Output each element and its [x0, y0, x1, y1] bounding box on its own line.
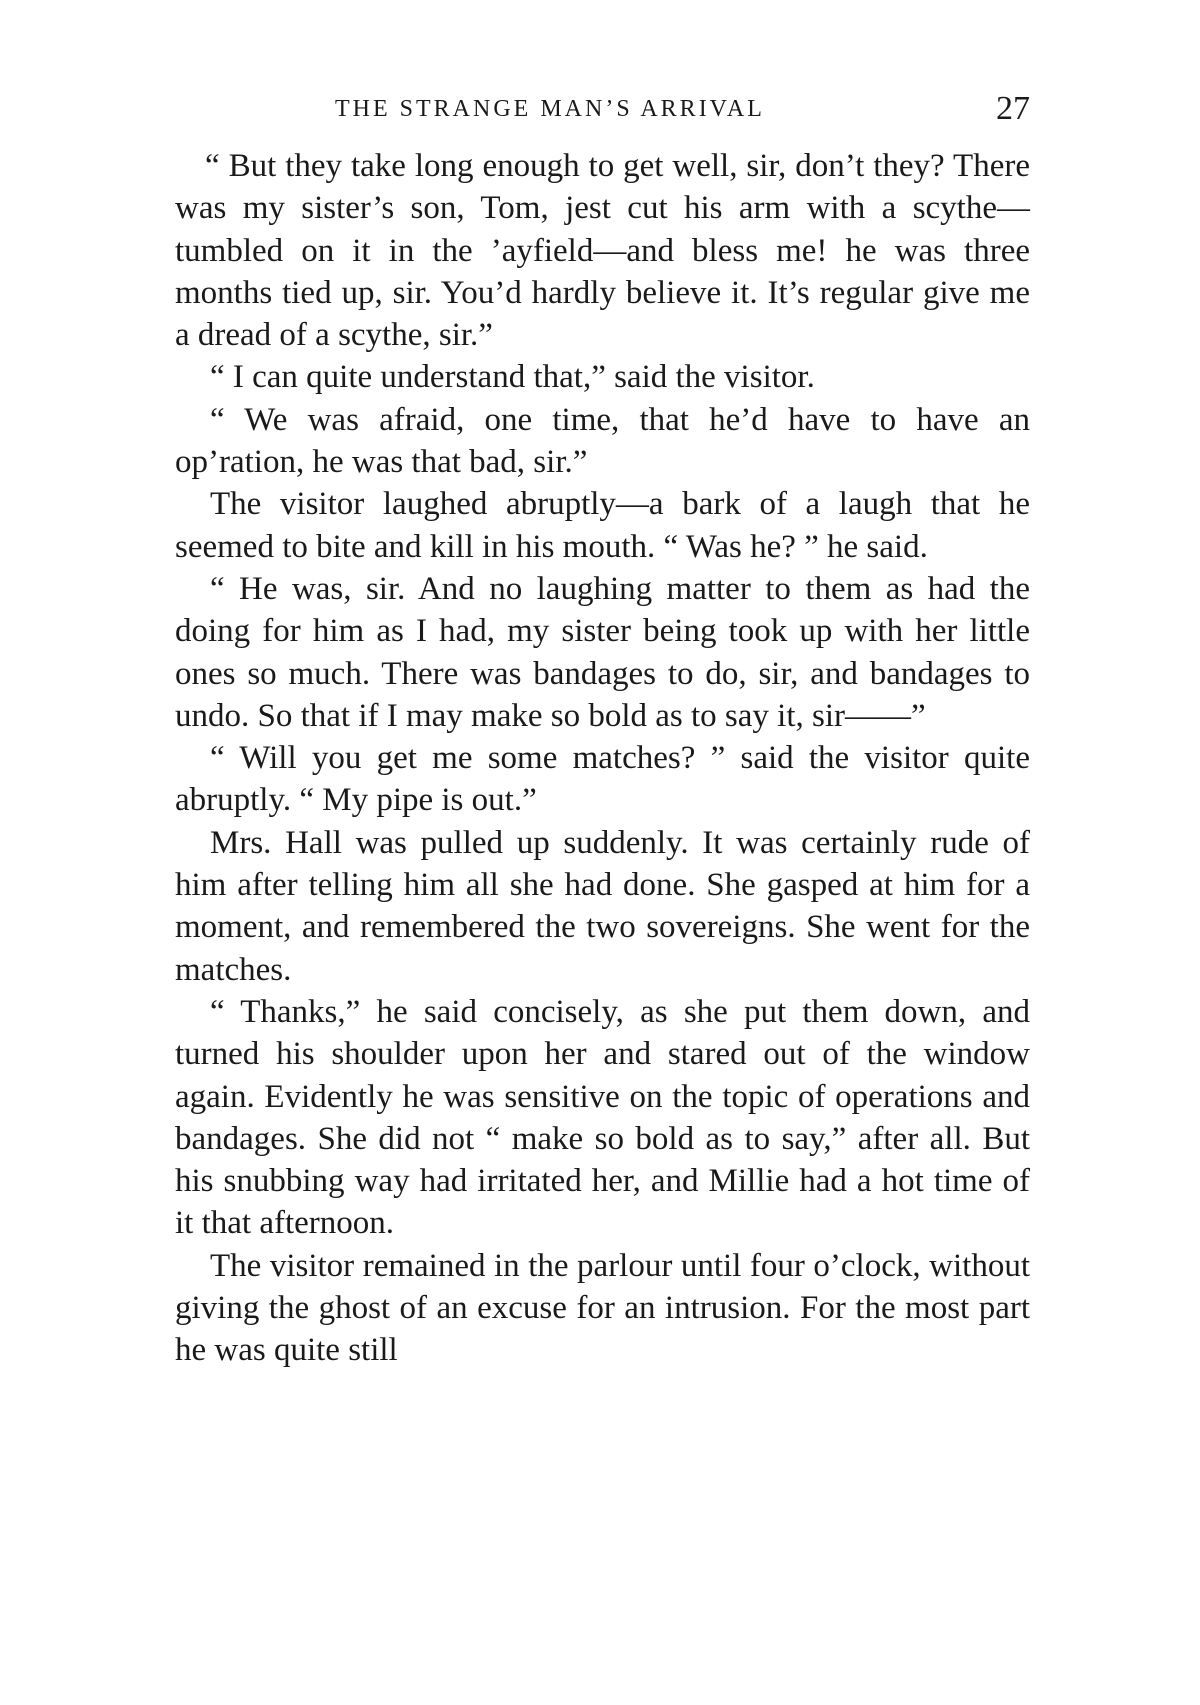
paragraph: Mrs. Hall was pulled up suddenly. It was certainly rude of him after telling him all she had done. She gasped at him for a moment, and remembered the two sovereigns. She went for the matches. — [175, 824, 1030, 988]
running-title: THE STRANGE MAN’S ARRIVAL — [335, 96, 765, 122]
paragraph: “ I can quite understand that,” said the visitor. — [210, 359, 815, 396]
body-text — [175, 145, 1030, 1372]
paragraph: “ But they take long enough to get well, sir, don’t they? There was my sister’s son, Tom, jest cut his arm with a scythe—tumbled on it in the ’ayfield—and bless me! he was three months tied up, sir. You’d hardly believe it. It’s regular give me a dread of a scythe, sir.” — [175, 148, 1030, 354]
paragraph: “ Thanks,” he said concisely, as she put them down, and turned his shoulder upon her and stared out of the window again. Evidently he was sensitive on the topic of operations and bandages. She did not “ make so bold as to say,” after all. But his snubbing way had irritated her, and Millie had a hot time of it that afternoon. — [175, 993, 1030, 1242]
paragraph: “ We was afraid, one time, that he’d have to have an op’ration, he was that bad, sir.” — [175, 401, 1030, 481]
paragraph: The visitor remained in the parlour until four o’clock, without giving the ghost of an excuse for an intrusion. For the most part he was quite still — [175, 1247, 1030, 1369]
running-head — [175, 90, 1030, 136]
paragraph: “ Will you get me some matches? ” said the visitor quite abruptly. “ My pipe is out.” — [175, 740, 1030, 819]
page-number: 27 — [996, 90, 1030, 127]
paragraph: The visitor laughed abruptly—a bark of a laugh that he seemed to bite and kill in his mouth. “ Was he? ” he said. — [175, 486, 1030, 565]
paragraph: “ He was, sir. And no laughing matter to them as had the doing for him as I had, my sister being took up with her little ones so much. There was bandages to do, sir, and bandages to undo. So that if I may make so bold as to say it, sir——” — [175, 570, 1030, 734]
